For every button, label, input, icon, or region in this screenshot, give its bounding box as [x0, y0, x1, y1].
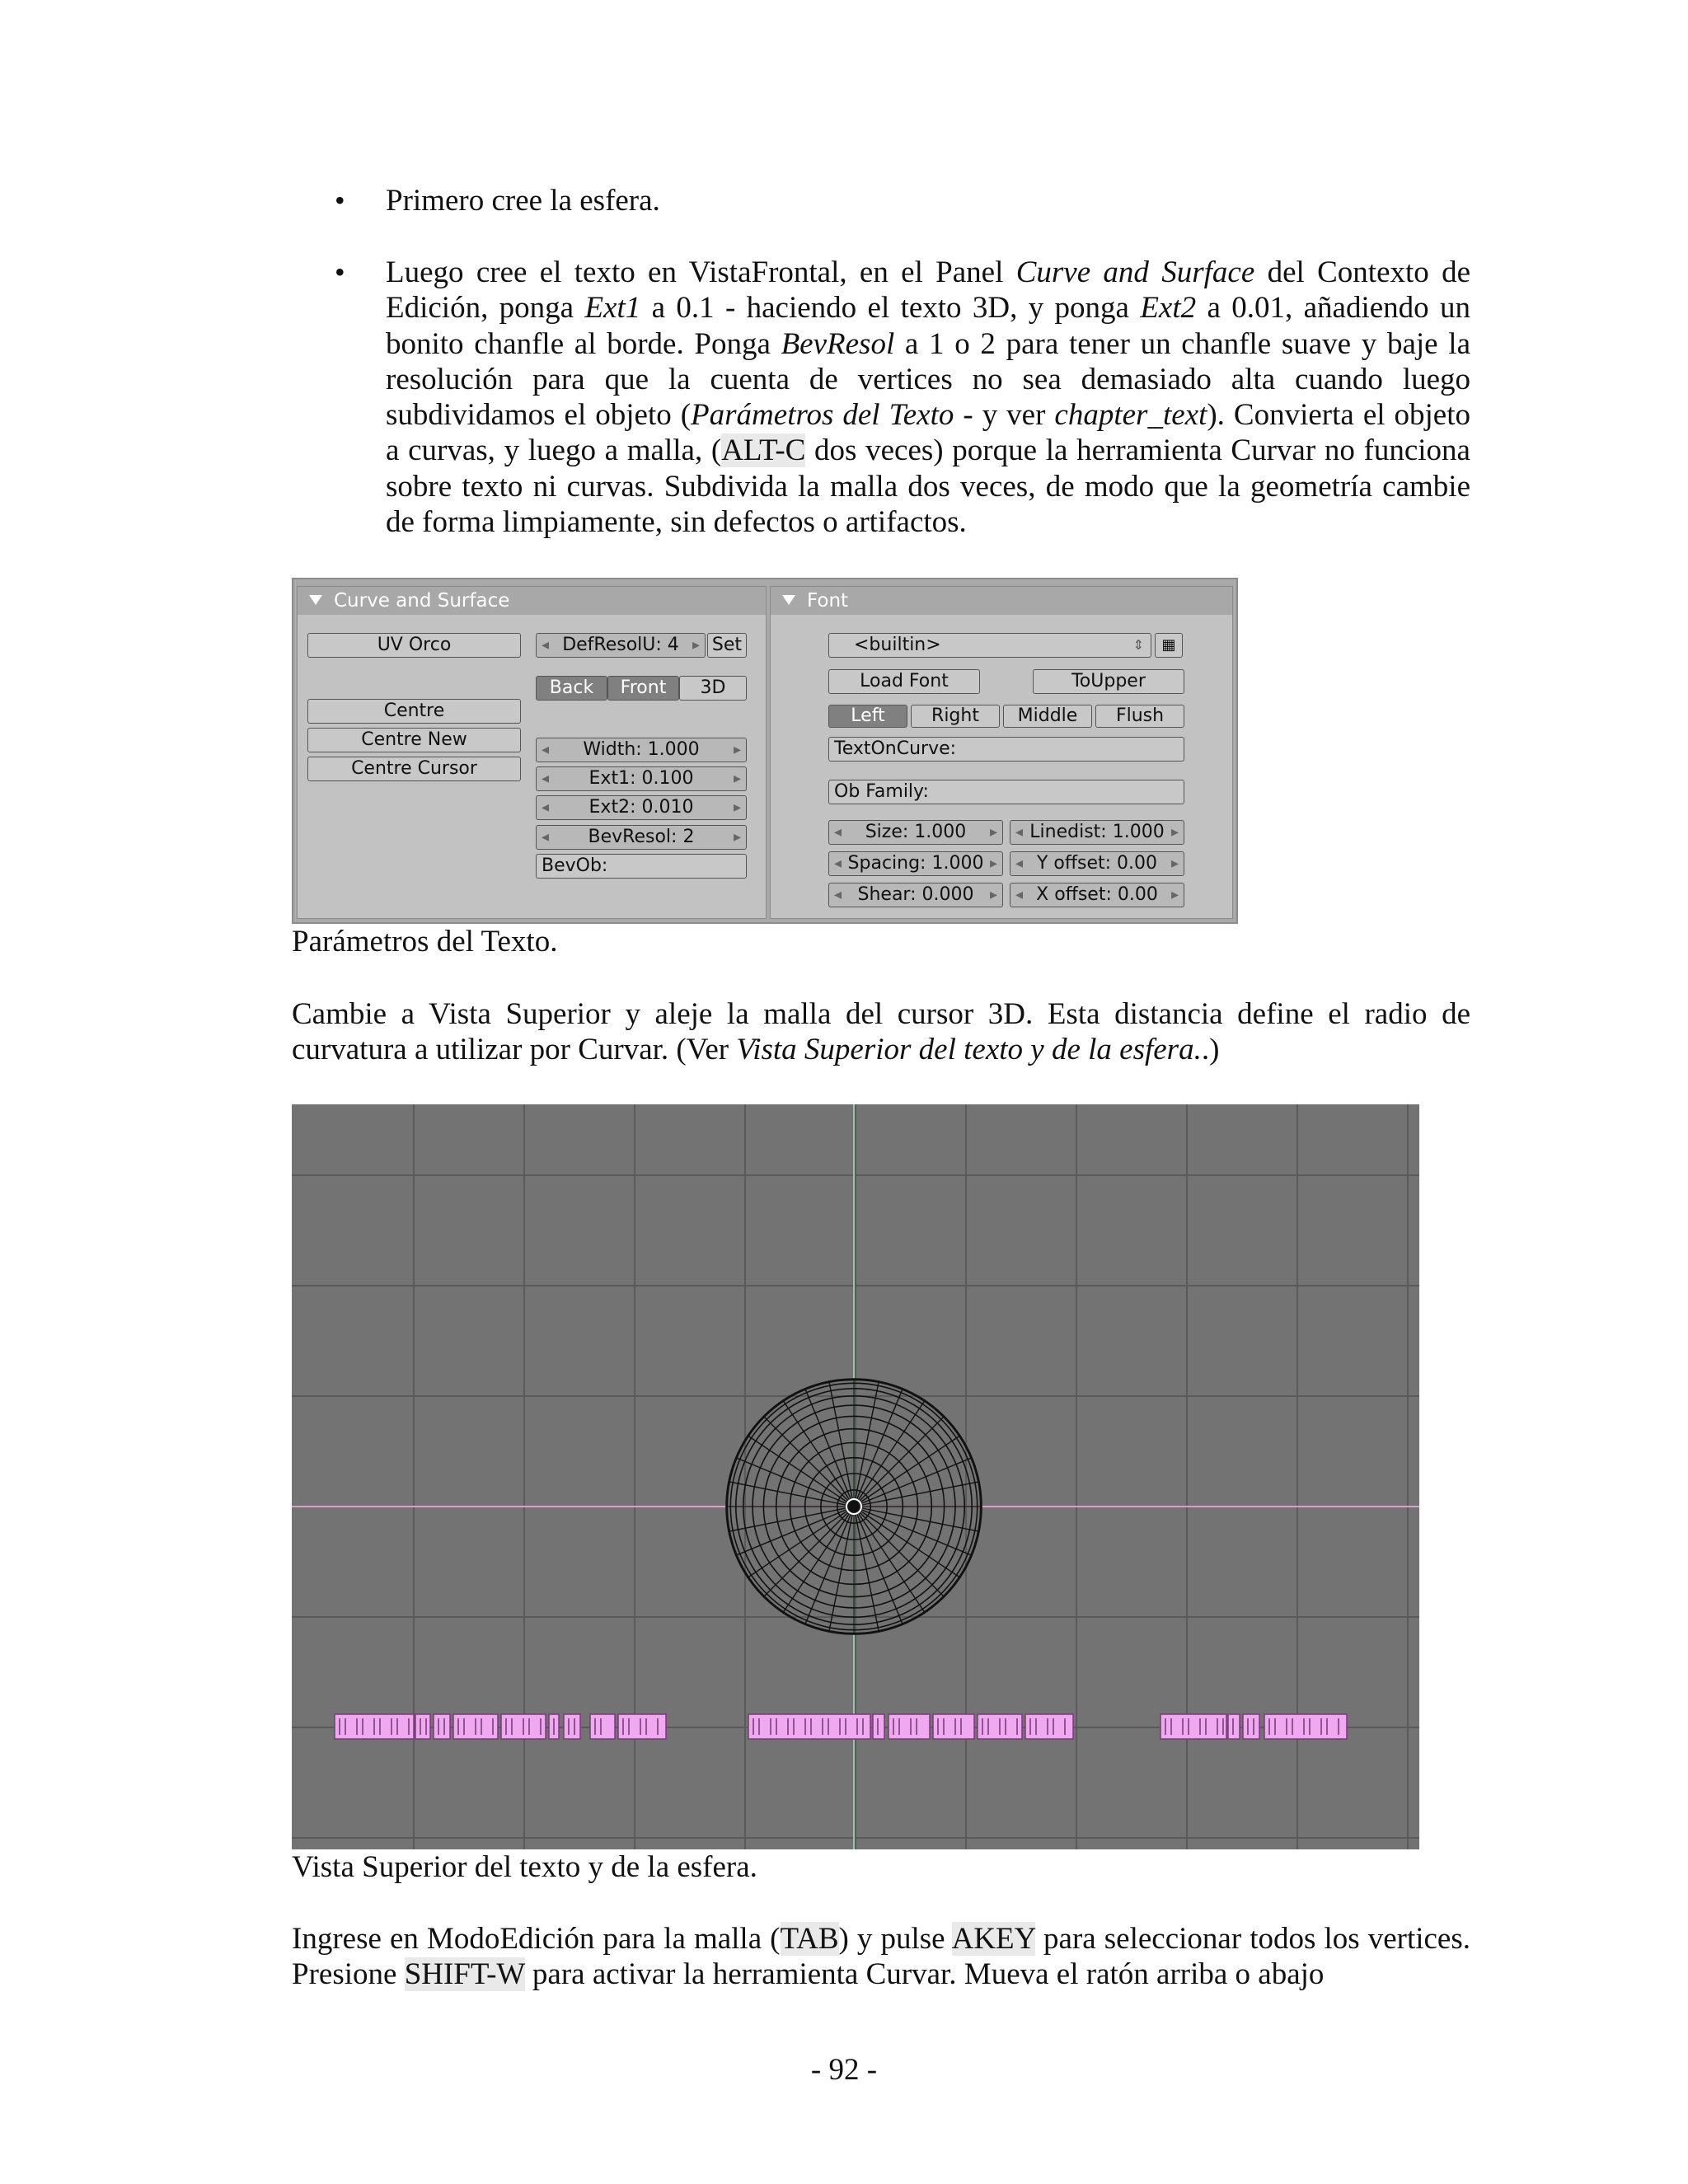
size-field[interactable]: ◂ Size: 1.000 ▸: [828, 820, 1003, 845]
key-alt-c: ALT-C: [721, 434, 806, 468]
font-browse-icon[interactable]: ▦: [1155, 633, 1183, 658]
back-toggle[interactable]: Back: [536, 676, 607, 701]
updown-arrows-icon: ⇕: [1132, 637, 1144, 653]
key-shift-w: SHIFT-W: [404, 1957, 525, 1992]
xoffset-field[interactable]: ◂ X offset: 0.00 ▸: [1010, 883, 1184, 907]
viewport-drawing: [292, 1104, 1419, 1849]
ext2-field[interactable]: ◂ Ext2: 0.010 ▸: [536, 795, 747, 820]
align-right-toggle[interactable]: Right: [911, 705, 1000, 728]
bullet-text-1: Primero cree la esfera.: [386, 184, 660, 218]
centre-button[interactable]: Centre: [307, 699, 521, 724]
sphere-wireframe: [726, 1379, 982, 1634]
font-panel: [770, 586, 1233, 919]
curve-and-surface-panel: [297, 586, 767, 919]
textoncurve-field[interactable]: TextOnCurve:: [828, 737, 1184, 762]
panel-header[interactable]: Font: [771, 587, 1232, 615]
obfamily-field[interactable]: Ob Family:: [828, 780, 1184, 804]
selected-text-mesh: [335, 1714, 1347, 1739]
paragraph-vista-superior: Cambie a Vista Superior y aleje la malla del cursor 3D. Esta distancia define el radio de curvatura a utilizar por Curvar. (Ver Vista Superior del texto y de la esfera..): [292, 997, 1470, 1067]
align-left-toggle[interactable]: Left: [828, 705, 907, 728]
page-number: - 92 -: [810, 2053, 878, 2087]
bullet-text-2: Luego cree el texto en VistaFrontal, en el Panel Curve and Surface del Contexto de Edición, ponga Ext1 a 0.1 - haciendo el texto 3D, y ponga Ext2 a 0.01, añadiendo un bonito chanfle al borde. Ponga BevResol a 1 o 2 para tener un chanfle suave y baje la resolución para que la cuenta de vertices no sea demasiado alta cuando luego subdividamos el objeto (Parámetros del Texto - y ver chapter_text). Convierta el objeto a curvas, y luego a malla, (ALT-C dos veces) porque la herramienta Curvar no funciona sobre texto ni curvas. Subdivida la malla dos veces, de modo que la geometría cambie de forma limpiamente, sin defectos o artifactos.: [386, 255, 1471, 540]
shear-field[interactable]: ◂ Shear: 0.000 ▸: [828, 883, 1003, 907]
bullet-dot: •: [335, 184, 345, 217]
collapse-triangle-icon[interactable]: [782, 595, 795, 605]
paragraph-modo-edicion: Ingrese en ModoEdición para la malla (TAB) y pulse AKEY para seleccionar todos los vertices. Presione SHIFT-W para activar la herramienta Curvar. Mueva el ratón arriba o abajo: [292, 1922, 1470, 1992]
collapse-triangle-icon[interactable]: [309, 595, 322, 605]
panel-header[interactable]: Curve and Surface: [298, 587, 766, 615]
bevob-field[interactable]: BevOb:: [536, 854, 747, 879]
ext1-field[interactable]: ◂ Ext1: 0.100 ▸: [536, 766, 747, 791]
toupper-button[interactable]: ToUpper: [1033, 669, 1184, 694]
front-toggle[interactable]: Front: [607, 676, 679, 701]
align-flush-toggle[interactable]: Flush: [1095, 705, 1184, 728]
set-button[interactable]: Set: [707, 633, 747, 658]
align-middle-toggle[interactable]: Middle: [1003, 705, 1092, 728]
figure-caption-2: Vista Superior del texto y de la esfera.: [292, 1850, 757, 1884]
3d-toggle[interactable]: 3D: [679, 676, 747, 701]
bevresol-field[interactable]: ◂ BevResol: 2 ▸: [536, 825, 747, 850]
figure-caption-1: Parámetros del Texto.: [292, 925, 558, 958]
linedist-field[interactable]: ◂ Linedist: 1.000 ▸: [1010, 820, 1184, 845]
load-font-button[interactable]: Load Font: [828, 669, 980, 694]
defresolu-field[interactable]: ◂ DefResolU: 4 ▸: [536, 633, 706, 658]
uv-orco-button[interactable]: UV Orco: [307, 633, 521, 658]
centre-new-button[interactable]: Centre New: [307, 728, 521, 752]
font-select[interactable]: <builtin> ⇕: [828, 633, 1151, 658]
spacing-field[interactable]: ◂ Spacing: 1.000 ▸: [828, 851, 1003, 876]
key-akey: AKEY: [951, 1922, 1035, 1956]
bullet-dot: •: [335, 255, 345, 288]
key-tab: TAB: [780, 1922, 839, 1956]
centre-cursor-button[interactable]: Centre Cursor: [307, 757, 521, 781]
top-view-viewport-screenshot: [292, 1104, 1419, 1849]
yoffset-field[interactable]: ◂ Y offset: 0.00 ▸: [1010, 851, 1184, 876]
text-parameters-screenshot: [292, 578, 1238, 924]
width-field[interactable]: ◂ Width: 1.000 ▸: [536, 738, 747, 762]
